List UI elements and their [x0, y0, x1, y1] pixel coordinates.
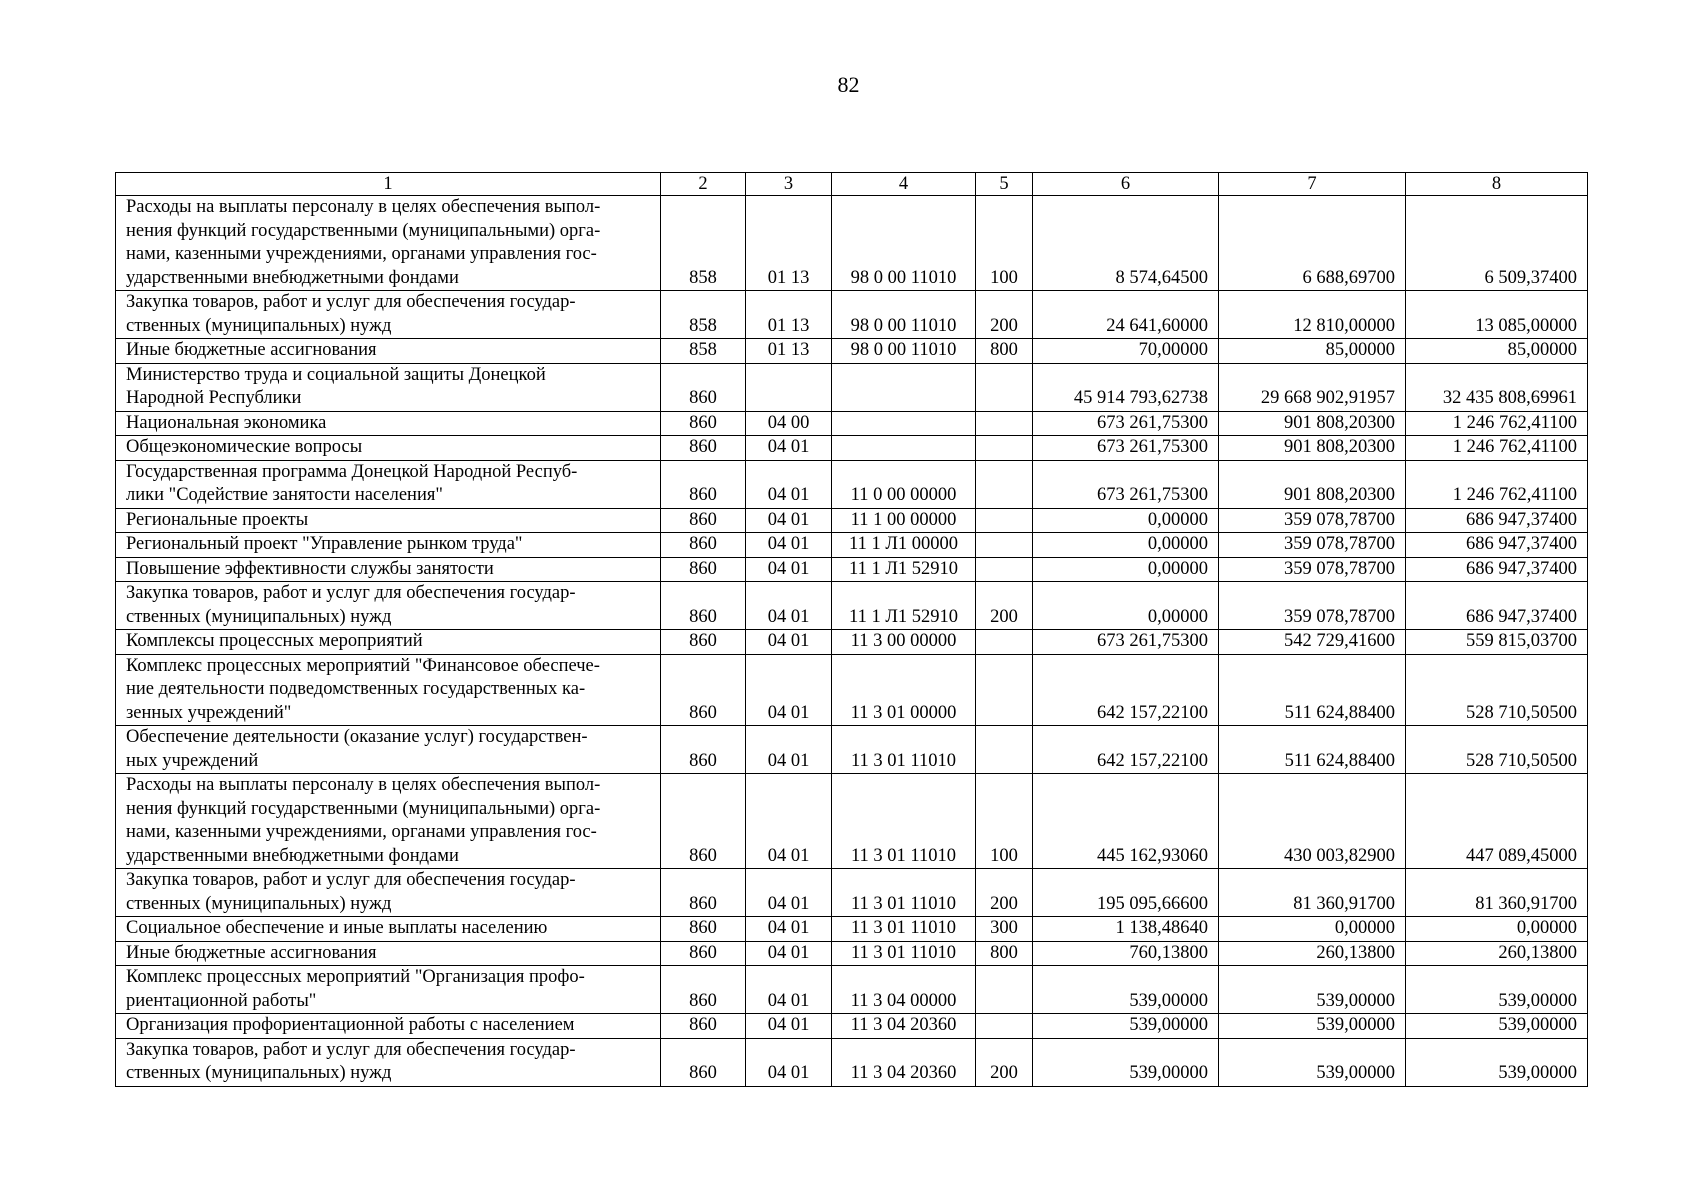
amount-col7-cell: 260,13800 [1219, 941, 1406, 966]
row-name-text: Организация профориентационной работы с населением [126, 1015, 575, 1035]
amount-col7-cell: 539,00000 [1219, 1038, 1406, 1086]
target-article-cell: 11 0 00 00000 [832, 460, 976, 508]
table-row [116, 582, 1588, 630]
amount-col7-cell: 81 360,91700 [1219, 869, 1406, 917]
row-name-text: Иные бюджетные ассигнования [126, 942, 377, 963]
target-article-cell: 11 1 Л1 52910 [832, 557, 976, 582]
table-row [116, 966, 1588, 1014]
section-code-cell: 04 01 [746, 436, 832, 461]
amount-col7-cell: 542 729,41600 [1219, 630, 1406, 655]
expense-type-cell: 200 [976, 582, 1033, 630]
row-name-text: Закупка товаров, работ и услуг для обеспечения государ- ственных (муниципальных) нужд [126, 870, 576, 914]
header-cell: 2 [661, 173, 746, 196]
table-row [116, 533, 1588, 558]
row-name-text: Национальная экономика [126, 412, 327, 433]
amount-col6-cell: 8 574,64500 [1033, 196, 1219, 291]
amount-col6-cell: 24 641,60000 [1033, 291, 1219, 339]
amount-col8-cell: 686 947,37400 [1406, 582, 1588, 630]
amount-col7-cell: 539,00000 [1219, 966, 1406, 1014]
target-article-cell: 11 3 04 20360 [832, 1038, 976, 1086]
amount-col7-cell: 901 808,20300 [1219, 411, 1406, 436]
row-name-text: Комплекс процессных мероприятий "Организация профо- риентационной работы" [126, 967, 585, 1011]
row-name-text: Региональные проекты [126, 509, 309, 530]
row-name-cell [116, 582, 661, 630]
table-row [116, 363, 1588, 411]
target-article-cell: 98 0 00 11010 [832, 339, 976, 364]
row-name-text: Закупка товаров, работ и услуг для обеспечения государ- ственных (муниципальных) нужд [126, 292, 576, 336]
amount-col8-cell: 85,00000 [1406, 339, 1588, 364]
amount-col7-cell: 901 808,20300 [1219, 460, 1406, 508]
table-row [116, 508, 1588, 533]
target-article-cell [832, 411, 976, 436]
amount-col8-cell: 539,00000 [1406, 1014, 1588, 1039]
target-article-cell: 98 0 00 11010 [832, 196, 976, 291]
row-name-text: Закупка товаров, работ и услуг для обеспечения государ- ственных (муниципальных) нужд [126, 583, 576, 627]
target-article-cell [832, 436, 976, 461]
table-row [116, 869, 1588, 917]
row-name-cell [116, 941, 661, 966]
table-row [116, 411, 1588, 436]
chapter-code-cell: 858 [661, 291, 746, 339]
row-name-text: Комплексы процессных мероприятий [126, 631, 423, 651]
chapter-code-cell: 860 [661, 966, 746, 1014]
table-row [116, 339, 1588, 364]
amount-col7-cell: 6 688,69700 [1219, 196, 1406, 291]
amount-col7-cell: 539,00000 [1219, 1014, 1406, 1039]
section-code-cell: 04 01 [746, 917, 832, 942]
chapter-code-cell: 860 [661, 726, 746, 774]
section-code-cell: 01 13 [746, 339, 832, 364]
chapter-code-cell: 860 [661, 1014, 746, 1039]
amount-col7-cell: 359 078,78700 [1219, 533, 1406, 558]
amount-col8-cell: 260,13800 [1406, 941, 1588, 966]
amount-col6-cell: 760,13800 [1033, 941, 1219, 966]
expense-type-cell [976, 411, 1033, 436]
amount-col7-cell: 0,00000 [1219, 917, 1406, 942]
section-code-cell: 04 01 [746, 1014, 832, 1039]
expense-type-cell: 100 [976, 196, 1033, 291]
amount-col8-cell: 528 710,50500 [1406, 726, 1588, 774]
section-code-cell: 04 01 [746, 1038, 832, 1086]
table-row [116, 917, 1588, 942]
row-name-text: Общеэкономические вопросы [126, 437, 363, 457]
amount-col7-cell: 12 810,00000 [1219, 291, 1406, 339]
section-code-cell: 04 01 [746, 460, 832, 508]
row-name-cell [116, 339, 661, 364]
section-code-cell: 04 01 [746, 557, 832, 582]
amount-col8-cell: 32 435 808,69961 [1406, 363, 1588, 411]
row-name-cell [116, 196, 661, 291]
header-cell: 3 [746, 173, 832, 196]
row-name-cell [116, 411, 661, 436]
amount-col6-cell: 445 162,93060 [1033, 774, 1219, 869]
row-name-text: Иные бюджетные ассигнования [126, 340, 377, 360]
amount-col8-cell: 1 246 762,41100 [1406, 460, 1588, 508]
header-cell: 6 [1033, 173, 1219, 196]
section-code-cell: 01 13 [746, 196, 832, 291]
amount-col7-cell: 430 003,82900 [1219, 774, 1406, 869]
amount-col8-cell: 81 360,91700 [1406, 869, 1588, 917]
chapter-code-cell: 860 [661, 436, 746, 461]
target-article-cell: 11 3 01 00000 [832, 654, 976, 726]
amount-col8-cell: 13 085,00000 [1406, 291, 1588, 339]
chapter-code-cell: 860 [661, 654, 746, 726]
page-number: 82 [837, 72, 860, 97]
row-name-cell [116, 363, 661, 411]
chapter-code-cell: 860 [661, 460, 746, 508]
row-name-cell [116, 508, 661, 533]
table-row [116, 654, 1588, 726]
expense-type-cell [976, 436, 1033, 461]
expense-type-cell: 800 [976, 339, 1033, 364]
target-article-cell: 11 3 01 11010 [832, 941, 976, 966]
row-name-text: Расходы на выплаты персоналу в целях обеспечения выпол- нения функций государственными (муниципальными) орга- нами, казенными учреждениями, органами управления гос- ударственными внебюджетными фондами [126, 197, 601, 288]
chapter-code-cell: 860 [661, 774, 746, 869]
amount-col6-cell: 45 914 793,62738 [1033, 363, 1219, 411]
expense-type-cell [976, 966, 1033, 1014]
expense-type-cell [976, 533, 1033, 558]
amount-col8-cell: 6 509,37400 [1406, 196, 1588, 291]
table-row [116, 1038, 1588, 1086]
target-article-cell: 11 3 04 20360 [832, 1014, 976, 1039]
row-name-cell [116, 726, 661, 774]
section-code-cell [746, 363, 832, 411]
amount-col6-cell: 673 261,75300 [1033, 630, 1219, 655]
table-row [116, 630, 1588, 655]
row-name-text: Комплекс процессных мероприятий "Финансовое обеспече- ние деятельности подведомственных государственных ка- зенных учреждений" [126, 655, 600, 723]
amount-col6-cell: 539,00000 [1033, 1038, 1219, 1086]
amount-col8-cell: 559 815,03700 [1406, 630, 1588, 655]
chapter-code-cell: 860 [661, 869, 746, 917]
expense-type-cell [976, 630, 1033, 655]
row-name-cell [116, 774, 661, 869]
row-name-cell [116, 557, 661, 582]
row-name-cell [116, 1014, 661, 1039]
row-name-text: Обеспечение деятельности (оказание услуг) государствен- ных учреждений [126, 727, 588, 771]
amount-col8-cell: 1 246 762,41100 [1406, 411, 1588, 436]
amount-col8-cell: 686 947,37400 [1406, 557, 1588, 582]
chapter-code-cell: 858 [661, 196, 746, 291]
row-name-cell [116, 917, 661, 942]
target-article-cell: 11 1 Л1 52910 [832, 582, 976, 630]
amount-col6-cell: 642 157,22100 [1033, 726, 1219, 774]
row-name-cell [116, 869, 661, 917]
section-code-cell: 04 01 [746, 630, 832, 655]
header-row [116, 173, 1588, 196]
chapter-code-cell: 860 [661, 557, 746, 582]
chapter-code-cell: 860 [661, 533, 746, 558]
expense-type-cell [976, 363, 1033, 411]
row-name-cell [116, 654, 661, 726]
amount-col7-cell: 901 808,20300 [1219, 436, 1406, 461]
row-name-cell [116, 1038, 661, 1086]
section-code-cell: 01 13 [746, 291, 832, 339]
amount-col8-cell: 447 089,45000 [1406, 774, 1588, 869]
amount-col6-cell: 539,00000 [1033, 966, 1219, 1014]
chapter-code-cell: 860 [661, 630, 746, 655]
amount-col7-cell: 359 078,78700 [1219, 582, 1406, 630]
amount-col6-cell: 673 261,75300 [1033, 411, 1219, 436]
chapter-code-cell: 860 [661, 941, 746, 966]
row-name-cell [116, 460, 661, 508]
expense-type-cell [976, 557, 1033, 582]
expense-type-cell [976, 1014, 1033, 1039]
header-cell: 5 [976, 173, 1033, 196]
amount-col8-cell: 686 947,37400 [1406, 508, 1588, 533]
amount-col6-cell: 0,00000 [1033, 557, 1219, 582]
header-cell: 4 [832, 173, 976, 196]
target-article-cell: 11 3 00 00000 [832, 630, 976, 655]
chapter-code-cell: 858 [661, 339, 746, 364]
expense-type-cell [976, 726, 1033, 774]
header-cell: 8 [1406, 173, 1588, 196]
expense-type-cell [976, 508, 1033, 533]
amount-col6-cell: 1 138,48640 [1033, 917, 1219, 942]
section-code-cell: 04 01 [746, 582, 832, 630]
amount-col6-cell: 0,00000 [1033, 582, 1219, 630]
expense-type-cell: 300 [976, 917, 1033, 942]
table-row [116, 941, 1588, 966]
section-code-cell: 04 01 [746, 774, 832, 869]
table-row [116, 291, 1588, 339]
chapter-code-cell: 860 [661, 411, 746, 436]
target-article-cell: 11 1 00 00000 [832, 508, 976, 533]
amount-col6-cell: 673 261,75300 [1033, 436, 1219, 461]
budget-table [115, 172, 1588, 1087]
expense-type-cell: 200 [976, 1038, 1033, 1086]
table-row [116, 1014, 1588, 1039]
amount-col8-cell: 539,00000 [1406, 966, 1588, 1014]
target-article-cell: 11 3 01 11010 [832, 726, 976, 774]
target-article-cell: 11 3 04 00000 [832, 966, 976, 1014]
chapter-code-cell: 860 [661, 508, 746, 533]
expense-type-cell [976, 460, 1033, 508]
amount-col7-cell: 359 078,78700 [1219, 557, 1406, 582]
amount-col6-cell: 0,00000 [1033, 508, 1219, 533]
target-article-cell: 98 0 00 11010 [832, 291, 976, 339]
amount-col7-cell: 511 624,88400 [1219, 654, 1406, 726]
chapter-code-cell: 860 [661, 917, 746, 942]
amount-col8-cell: 686 947,37400 [1406, 533, 1588, 558]
row-name-cell [116, 533, 661, 558]
row-name-text: Закупка товаров, работ и услуг для обеспечения государ- ственных (муниципальных) нужд [126, 1039, 576, 1083]
row-name-cell [116, 436, 661, 461]
table-row [116, 774, 1588, 869]
row-name-cell [116, 291, 661, 339]
amount-col8-cell: 0,00000 [1406, 917, 1588, 942]
target-article-cell [832, 363, 976, 411]
section-code-cell: 04 01 [746, 533, 832, 558]
table-row [116, 557, 1588, 582]
expense-type-cell: 200 [976, 869, 1033, 917]
target-article-cell: 11 3 01 11010 [832, 917, 976, 942]
amount-col6-cell: 195 095,66600 [1033, 869, 1219, 917]
row-name-text: Социальное обеспечение и иные выплаты населению [126, 918, 548, 938]
target-article-cell: 11 1 Л1 00000 [832, 533, 976, 558]
amount-col7-cell: 29 668 902,91957 [1219, 363, 1406, 411]
row-name-cell [116, 966, 661, 1014]
section-code-cell: 04 01 [746, 966, 832, 1014]
amount-col8-cell: 1 246 762,41100 [1406, 436, 1588, 461]
row-name-text: Министерство труда и социальной защиты Донецкой Народной Республики [126, 364, 546, 408]
amount-col8-cell: 528 710,50500 [1406, 654, 1588, 726]
table-row [116, 436, 1588, 461]
chapter-code-cell: 860 [661, 363, 746, 411]
chapter-code-cell: 860 [661, 1038, 746, 1086]
header-cell: 1 [116, 173, 661, 196]
amount-col6-cell: 673 261,75300 [1033, 460, 1219, 508]
section-code-cell: 04 01 [746, 508, 832, 533]
target-article-cell: 11 3 01 11010 [832, 774, 976, 869]
section-code-cell: 04 01 [746, 941, 832, 966]
header-cell: 7 [1219, 173, 1406, 196]
expense-type-cell: 100 [976, 774, 1033, 869]
amount-col6-cell: 642 157,22100 [1033, 654, 1219, 726]
row-name-text: Повышение эффективности службы занятости [126, 558, 494, 579]
row-name-text: Государственная программа Донецкой Народной Респуб- лики "Содействие занятости населения" [126, 461, 578, 505]
amount-col7-cell: 85,00000 [1219, 339, 1406, 364]
amount-col7-cell: 511 624,88400 [1219, 726, 1406, 774]
table-row [116, 726, 1588, 774]
target-article-cell: 11 3 01 11010 [832, 869, 976, 917]
row-name-cell [116, 630, 661, 655]
table-row [116, 196, 1588, 291]
chapter-code-cell: 860 [661, 582, 746, 630]
expense-type-cell: 200 [976, 291, 1033, 339]
section-code-cell: 04 01 [746, 726, 832, 774]
amount-col6-cell: 0,00000 [1033, 533, 1219, 558]
table-row [116, 460, 1588, 508]
section-code-cell: 04 00 [746, 411, 832, 436]
amount-col8-cell: 539,00000 [1406, 1038, 1588, 1086]
row-name-text: Региональный проект "Управление рынком труда" [126, 534, 523, 554]
row-name-text: Расходы на выплаты персоналу в целях обеспечения выпол- нения функций государственными (муниципальными) орга- нами, казенными учреждениями, органами управления гос- ударственными внебюджетными фондами [126, 775, 601, 866]
amount-col7-cell: 359 078,78700 [1219, 508, 1406, 533]
expense-type-cell: 800 [976, 941, 1033, 966]
section-code-cell: 04 01 [746, 654, 832, 726]
amount-col6-cell: 70,00000 [1033, 339, 1219, 364]
amount-col6-cell: 539,00000 [1033, 1014, 1219, 1039]
expense-type-cell [976, 654, 1033, 726]
section-code-cell: 04 01 [746, 869, 832, 917]
